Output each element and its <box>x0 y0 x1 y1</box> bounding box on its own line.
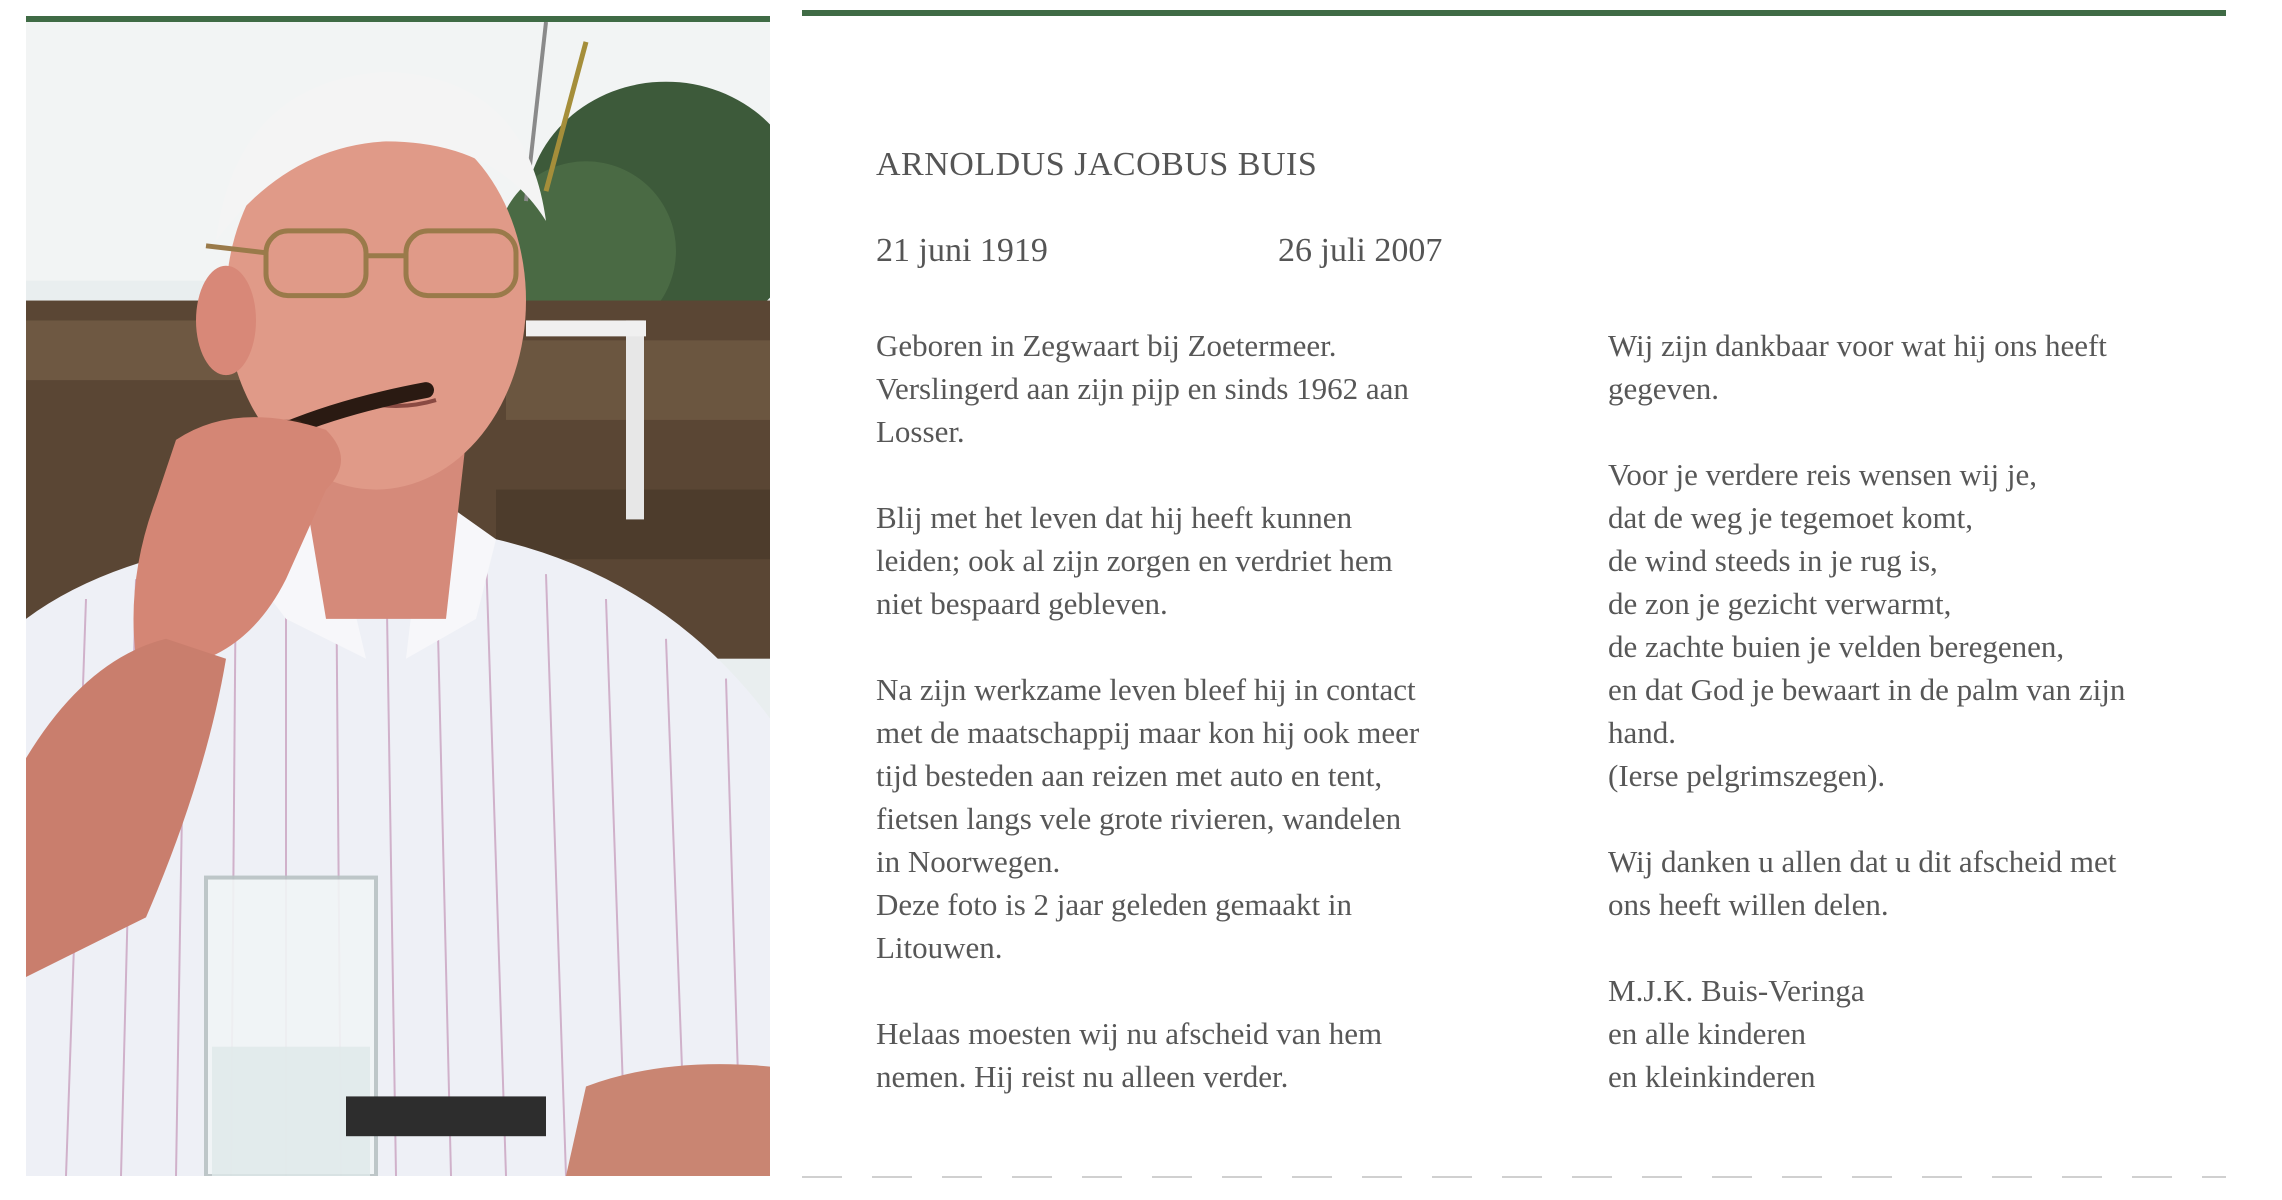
text-line: Helaas moesten wij nu afscheid van hem <box>876 1016 1383 1051</box>
text-line: Voor je verdere reis wensen wij je, <box>1608 457 2037 492</box>
text-line: (Ierse pelgrimszegen). <box>1608 758 1886 793</box>
text-line: hand. <box>1608 715 1677 750</box>
text-line: ons heeft willen delen. <box>1608 887 1889 922</box>
obituary-card <box>802 10 2226 1178</box>
text-line: Na zijn werkzame leven bleef hij in contact <box>876 672 1416 707</box>
text-line: de zachte buien je velden beregenen, <box>1608 629 2065 664</box>
paragraph <box>876 668 1526 969</box>
paragraph <box>876 1012 1526 1098</box>
text-line: gegeven. <box>1608 371 1720 406</box>
text-line: de wind steeds in je rug is, <box>1608 543 1938 578</box>
text-line: Litouwen. <box>876 930 1003 965</box>
deceased-name: ARNOLDUS JACOBUS BUIS <box>876 146 1318 183</box>
blessing-poem <box>1608 453 2198 797</box>
gratitude-column <box>1608 324 2198 1141</box>
text-line: dat de weg je tegemoet komt, <box>1608 500 1973 535</box>
text-line: niet bespaard gebleven. <box>876 586 1168 621</box>
portrait-photo <box>26 16 770 1176</box>
text-line: tijd besteden aan reizen met auto en tent, <box>876 758 1383 793</box>
portrait-photo-illustration <box>26 22 770 1176</box>
text-line: Wij danken u allen dat u dit afscheid met <box>1608 844 2117 879</box>
text-line: Blij met het leven dat hij heeft kunnen <box>876 500 1353 535</box>
text-line: Losser. <box>876 414 965 449</box>
paragraph <box>1608 324 2198 410</box>
text-line: leiden; ook al zijn zorgen en verdriet hem <box>876 543 1393 578</box>
text-line: en kleinkinderen <box>1608 1059 1816 1094</box>
text-line: in Noorwegen. <box>876 844 1061 879</box>
death-date: 26 juli 2007 <box>1278 232 1443 269</box>
text-line: de zon je gezicht verwarmt, <box>1608 586 1952 621</box>
text-line: Wij zijn dankbaar voor wat hij ons heeft <box>1608 328 2107 363</box>
text-line: nemen. Hij reist nu alleen verder. <box>876 1059 1289 1094</box>
text-line: en alle kinderen <box>1608 1016 1806 1051</box>
text-line: met de maatschappij maar kon hij ook meer <box>876 715 1420 750</box>
card-bottom-edge <box>802 1176 2226 1178</box>
text-line: M.J.K. Buis-Veringa <box>1608 973 1865 1008</box>
paragraph <box>876 324 1526 453</box>
paragraph <box>1608 840 2198 926</box>
text-line: en dat God je bewaart in de palm van zijn <box>1608 672 2126 707</box>
text-line: fietsen langs vele grote rivieren, wandelen <box>876 801 1402 836</box>
signature-block <box>1608 969 2198 1098</box>
text-line: Geboren in Zegwaart bij Zoetermeer. <box>876 328 1337 363</box>
paragraph <box>876 496 1526 625</box>
text-line: Deze foto is 2 jaar geleden gemaakt in <box>876 887 1352 922</box>
text-line: Verslingerd aan zijn pijp en sinds 1962 aan <box>876 371 1409 406</box>
biography-column <box>876 324 1526 1141</box>
birth-date: 21 juni 1919 <box>876 232 1048 269</box>
